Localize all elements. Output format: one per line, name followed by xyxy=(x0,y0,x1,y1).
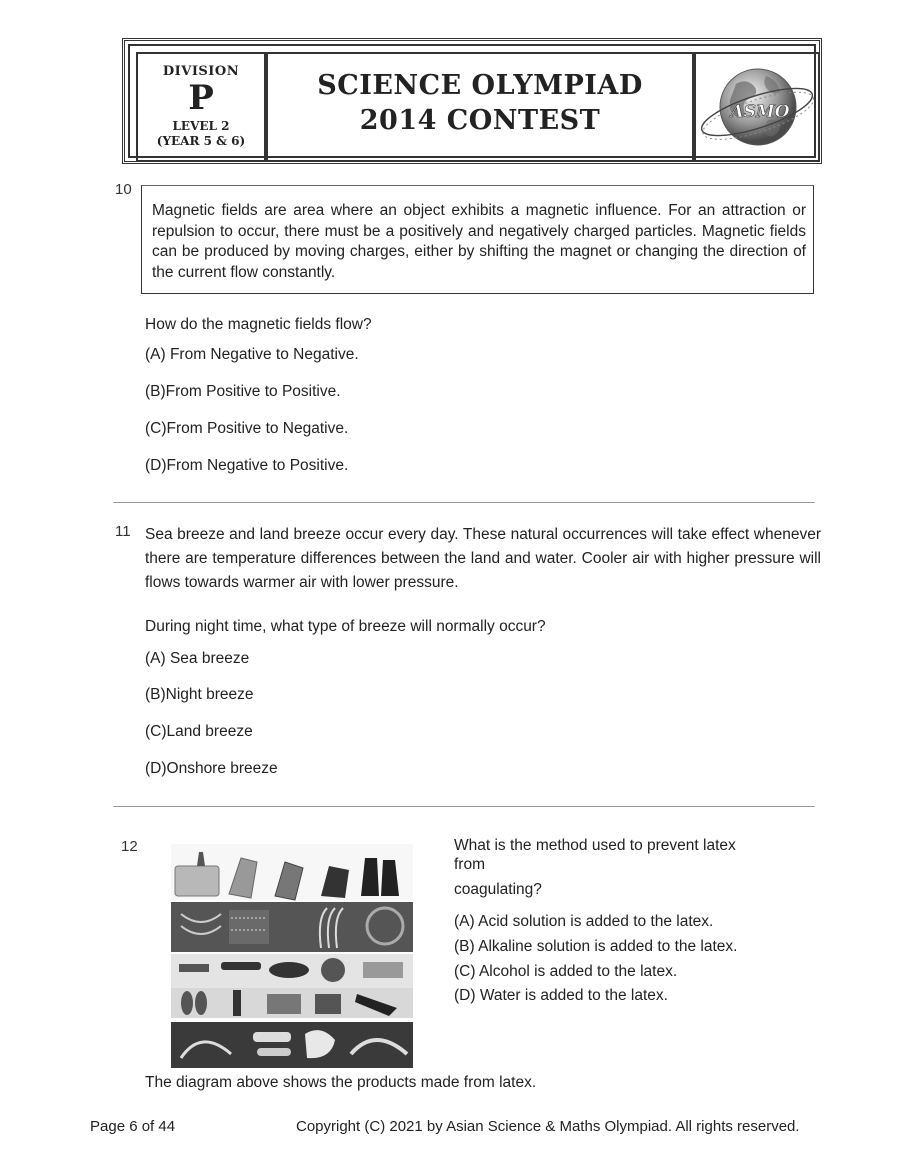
answer-option-b: (B)Night breeze xyxy=(145,686,254,703)
page-title: SCIENCE OLYMPIAD xyxy=(317,70,643,101)
image-caption: The diagram above shows the products made from latex. xyxy=(145,1074,537,1091)
question-text: coagulating? xyxy=(454,881,542,898)
logo-text: ASMO xyxy=(730,102,790,122)
question-number: 12 xyxy=(121,838,138,855)
answer-option-d: (D) Water is added to the latex. xyxy=(454,987,668,1004)
latex-products-image xyxy=(171,844,413,1068)
answer-option-a: (A) Acid solution is added to the latex. xyxy=(454,913,714,930)
answer-option-b: (B) Alkaline solution is added to the latex. xyxy=(454,938,738,955)
header-frame xyxy=(128,44,816,158)
question-text: from xyxy=(454,856,485,873)
answer-option-c: (C)Land breeze xyxy=(145,723,253,740)
title-box xyxy=(266,52,694,162)
division-letter: P xyxy=(188,78,214,118)
page-subtitle: 2014 CONTEST xyxy=(359,105,601,136)
question-number: 10 xyxy=(115,181,132,198)
page-number: Page 6 of 44 xyxy=(90,1118,176,1135)
contest-header xyxy=(122,38,822,164)
year-label: (YEAR 5 & 6) xyxy=(156,134,246,148)
answer-option-d: (D)Onshore breeze xyxy=(145,760,278,777)
answer-option-c: (C) Alcohol is added to the latex. xyxy=(454,963,678,980)
divider xyxy=(113,502,815,503)
divider xyxy=(113,806,815,807)
answer-option-d: (D)From Negative to Positive. xyxy=(145,457,349,474)
logo-box xyxy=(694,52,820,162)
passage-text: Sea breeze and land breeze occur every day. These natural occurrences will take effect whenever there are temperature differences between the land and water. Cooler air with higher pressure will flows towards warmer air with lower pressure. xyxy=(145,526,821,591)
level-label: LEVEL 2 xyxy=(172,119,230,133)
answer-option-b: (B)From Positive to Positive. xyxy=(145,383,341,400)
question-text: During night time, what type of breeze will normally occur? xyxy=(145,618,546,635)
division-label: DIVISION xyxy=(162,64,240,79)
asmo-logo xyxy=(696,54,818,160)
copyright-notice: Copyright (C) 2021 by Asian Science & Maths Olympiad. All rights reserved. xyxy=(296,1118,800,1135)
answer-option-a: (A) From Negative to Negative. xyxy=(145,346,359,363)
question-text: What is the method used to prevent latex xyxy=(454,837,736,854)
answer-option-c: (C)From Positive to Negative. xyxy=(145,420,349,437)
answer-option-a: (A) Sea breeze xyxy=(145,650,250,667)
question-text: How do the magnetic fields flow? xyxy=(145,316,372,333)
question-number: 11 xyxy=(115,523,131,540)
passage-text: Magnetic fields are area where an object exhibits a magnetic influence. For an attraction or repulsion to occur, there must be a positively and negatively charged particles. Magnetic fields can be produced by moving charges, either by shifting the magnet or changing the direction of the current flow constantly. xyxy=(152,202,806,281)
division-box xyxy=(136,52,266,162)
